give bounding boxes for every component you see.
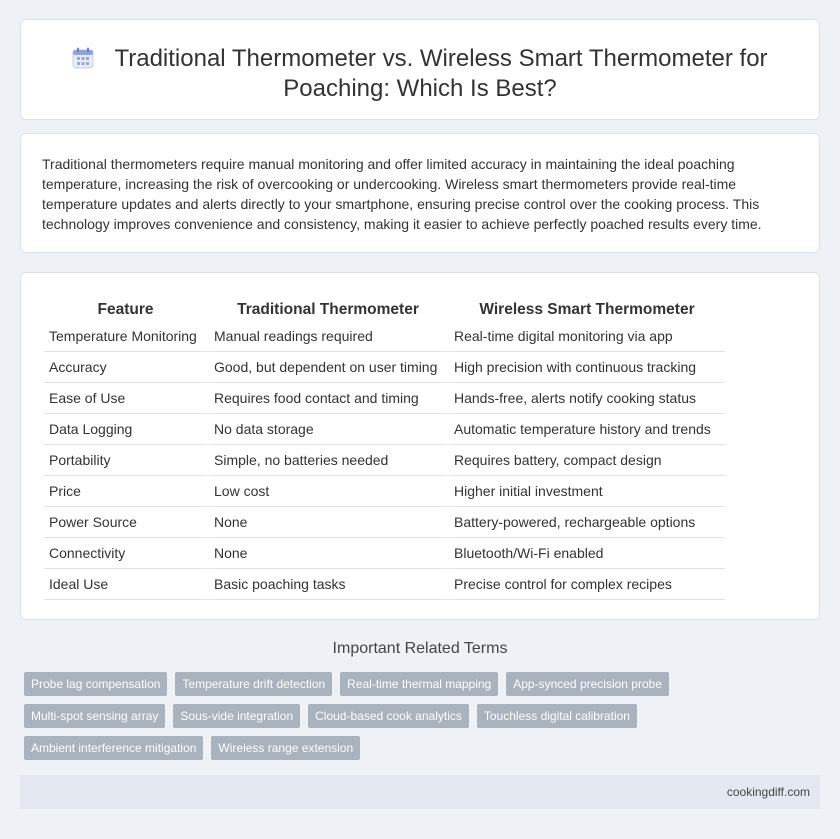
feature-cell: Connectivity [44,538,207,569]
title-card [20,19,820,120]
intro-paragraph: Traditional thermometers require manual monitoring and offer limited accuracy in maintaining the ideal poaching temperature, increasing the risk of overcooking or undercooking. Wireless smart thermometers provide real-time temperature updates and alerts directly to your smartphone, ensuring precise control over the cooking process. This technology improves convenience and consistency, making it easier to achieve perfectly poached results every time. [42,156,762,232]
wireless-cell: Bluetooth/Wi-Fi enabled [449,538,725,569]
footer [20,775,820,809]
header-traditional: Traditional Thermometer [237,301,419,318]
wireless-cell: Automatic temperature history and trends [449,414,725,445]
tag-row [24,672,724,696]
feature-cell: Temperature Monitoring [44,321,207,352]
wireless-cell: Hands-free, alerts notify cooking status [449,383,725,414]
wireless-cell: Higher initial investment [449,476,725,507]
header-feature: Feature [97,301,154,318]
feature-cell: Ease of Use [44,383,207,414]
traditional-cell: None [209,507,447,538]
table-row [44,538,725,569]
related-term-tag[interactable]: Temperature drift detection [175,672,332,696]
table-row [44,445,725,476]
traditional-cell: Good, but dependent on user timing [209,352,447,383]
footer-site-link[interactable]: cookingdiff.com [726,785,810,799]
wireless-cell: Precise control for complex recipes [449,569,725,600]
related-term-tag[interactable]: Real-time thermal mapping [340,672,498,696]
feature-cell: Ideal Use [44,569,207,600]
feature-cell: Portability [44,445,207,476]
related-term-tag[interactable]: Cloud-based cook analytics [308,704,469,728]
traditional-cell: Low cost [209,476,447,507]
traditional-cell: Basic poaching tasks [209,569,447,600]
tag-row [24,704,724,728]
related-terms-list [24,672,724,768]
header-wireless: Wireless Smart Thermometer [479,301,695,318]
related-term-tag[interactable]: Ambient interference mitigation [24,736,203,760]
table-row [44,383,725,414]
traditional-cell: Manual readings required [209,321,447,352]
feature-cell: Power Source [44,507,207,538]
table-row [44,569,725,600]
table-row [44,507,725,538]
feature-cell: Accuracy [44,352,207,383]
feature-cell: Data Logging [44,414,207,445]
comparison-table [42,295,727,600]
related-term-tag[interactable]: Probe lag compensation [24,672,167,696]
calendar-icon [72,47,94,69]
table-row [44,476,725,507]
table-row [44,352,725,383]
traditional-cell: No data storage [209,414,447,445]
traditional-cell: Simple, no batteries needed [209,445,447,476]
title-text: Traditional Thermometer vs. Wireless Smart Thermometer for Poaching: Which Is Best? [114,45,768,102]
wireless-cell: Real-time digital monitoring via app [449,321,725,352]
traditional-cell: Requires food contact and timing [209,383,447,414]
related-term-tag[interactable]: Touchless digital calibration [477,704,637,728]
related-term-tag[interactable]: Multi-spot sensing array [24,704,165,728]
related-terms-heading: Important Related Terms [332,640,508,657]
tag-row [24,736,724,760]
related-term-tag[interactable]: App-synced precision probe [506,672,669,696]
wireless-cell: Battery-powered, rechargeable options [449,507,725,538]
related-term-tag[interactable]: Wireless range extension [211,736,360,760]
related-term-tag[interactable]: Sous-vide integration [173,704,300,728]
page-title [21,44,819,104]
wireless-cell: High precision with continuous tracking [449,352,725,383]
intro-card [20,133,820,253]
table-row [44,414,725,445]
table-header-row [44,295,725,321]
comparison-card [20,272,820,620]
table-row [44,321,725,352]
traditional-cell: None [209,538,447,569]
wireless-cell: Requires battery, compact design [449,445,725,476]
feature-cell: Price [44,476,207,507]
